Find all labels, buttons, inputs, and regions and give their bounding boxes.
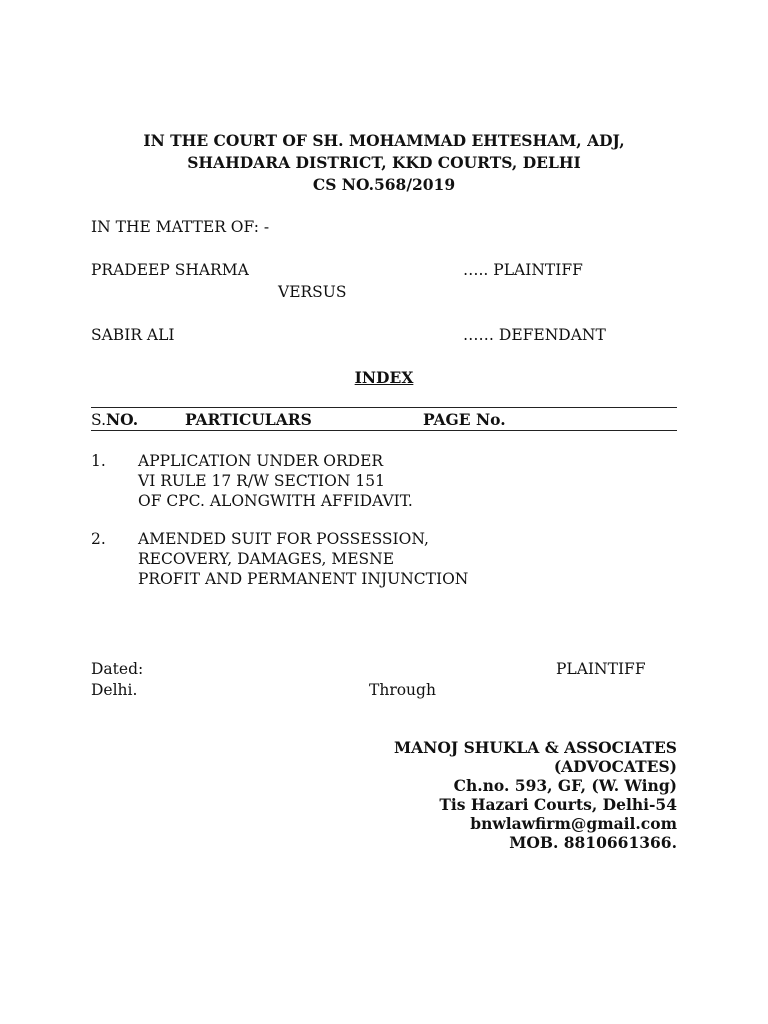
defendant-role: …… DEFENDANT: [463, 326, 606, 344]
sno-rest: NO.: [106, 410, 139, 429]
court-heading-line2: SHAHDARA DISTRICT, KKD COURTS, DELHI: [187, 153, 581, 172]
item-2-line2: RECOVERY, DAMAGES, MESNE: [138, 550, 395, 568]
versus-label: VERSUS: [278, 283, 347, 301]
matter-intro: IN THE MATTER OF: -: [91, 218, 270, 236]
item-1-line2: VI RULE 17 R/W SECTION 151: [138, 472, 385, 490]
plaintiff-name: PRADEEP SHARMA: [91, 261, 249, 279]
place-label: Delhi.: [91, 681, 138, 699]
item-2-line3: PROFIT AND PERMANENT INJUNCTION: [138, 570, 469, 588]
firm-designation: (ADVOCATES): [553, 757, 677, 776]
header-top-rule: [91, 407, 677, 408]
header-bottom-rule: [91, 430, 677, 431]
item-1-line3: OF CPC. ALONGWITH AFFIDAVIT.: [138, 492, 413, 510]
column-header-sno: [91, 410, 138, 429]
column-header-page: PAGE No.: [423, 410, 506, 429]
plaintiff-role: ….. PLAINTIFF: [463, 261, 583, 279]
firm-email: bnwlawfirm@gmail.com: [470, 814, 677, 833]
item-2-line1: AMENDED SUIT FOR POSSESSION,: [138, 530, 429, 548]
dated-label: Dated:: [91, 660, 144, 678]
defendant-name: SABIR ALI: [91, 326, 175, 344]
column-header-particulars: PARTICULARS: [185, 410, 312, 429]
index-title-text: INDEX: [354, 368, 414, 387]
plaintiff-signature-label: PLAINTIFF: [556, 660, 646, 678]
sno-prefix: S.: [91, 411, 106, 429]
firm-name: MANOJ SHUKLA & ASSOCIATES: [393, 738, 677, 757]
index-title: [0, 368, 768, 387]
through-label: Through: [369, 681, 436, 699]
firm-mobile: MOB. 8810661366.: [509, 833, 677, 852]
firm-chamber: Ch.no. 593, GF, (W. Wing): [453, 776, 677, 795]
item-2-number: 2.: [91, 530, 106, 548]
item-1-number: 1.: [91, 452, 106, 470]
firm-court-address: Tis Hazari Courts, Delhi-54: [439, 795, 677, 814]
item-1-line1: APPLICATION UNDER ORDER: [138, 452, 384, 470]
case-number: CS NO.568/2019: [312, 175, 456, 194]
court-heading-line1: IN THE COURT OF SH. MOHAMMAD EHTESHAM, ADJ,: [143, 131, 625, 150]
